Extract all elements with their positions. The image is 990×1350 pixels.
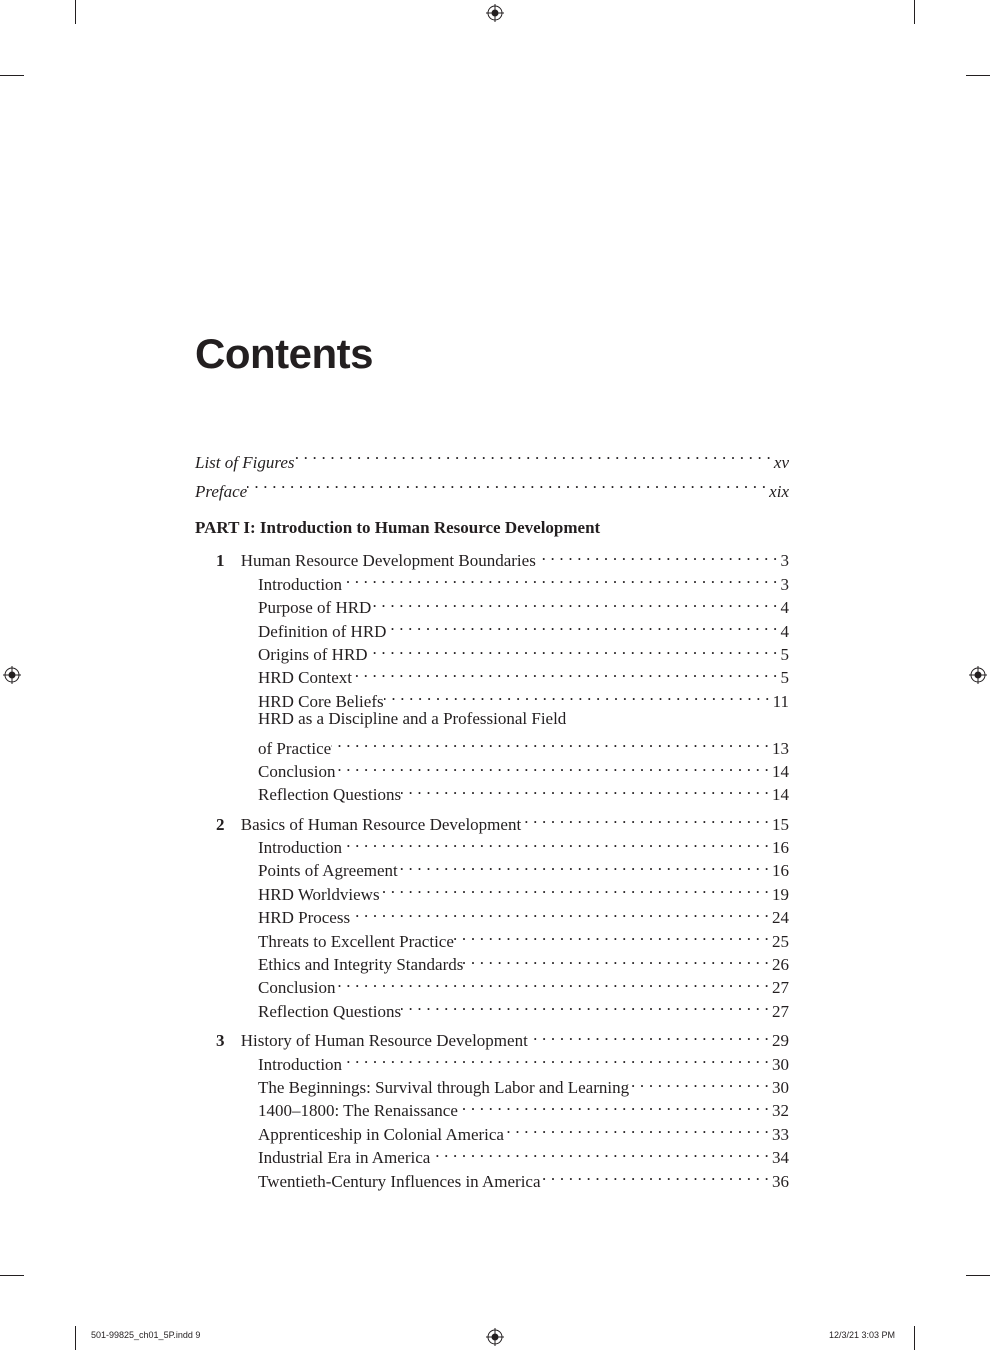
toc-entry-label: Purpose of HRD: [258, 598, 372, 618]
dot-leader: [401, 993, 769, 1016]
toc-chapter-1[interactable]: [195, 543, 789, 571]
toc-entry-label: Conclusion: [258, 761, 336, 781]
toc-entry-page: 14: [772, 761, 789, 781]
toc-entry-page: 14: [772, 785, 789, 805]
chapter-title: Human Resource Development Boundaries: [240, 551, 536, 571]
dot-leader: [335, 970, 769, 993]
toc-section[interactable]: [195, 730, 789, 758]
toc-entry-page: 3: [780, 574, 789, 594]
toc-entry-label: HRD Worldviews: [258, 884, 380, 904]
toc-entry-page: 36: [772, 1171, 789, 1191]
toc-entry-label: Apprenticeship in Colonial America: [258, 1124, 504, 1144]
toc-entry-page: xv: [773, 453, 789, 472]
toc-chapter-3[interactable]: [195, 1023, 789, 1051]
toc-entry-page: 34: [772, 1148, 789, 1168]
slug-file-info: 501-99825_ch01_5P.indd 9: [91, 1330, 201, 1340]
toc-entry-label: Threats to Excellent Practice: [258, 931, 454, 951]
toc-entry-page: 24: [772, 908, 789, 928]
dot-leader: [504, 1116, 769, 1139]
toc-entry-page: 13: [772, 738, 789, 758]
dot-leader: [342, 566, 777, 589]
toc-entry-page: 25: [772, 931, 789, 951]
dot-leader: [629, 1070, 769, 1093]
toc-entry-page: 16: [772, 861, 789, 881]
crop-mark: [0, 1275, 24, 1276]
toc-entry-label: Twentieth-Century Influences in America: [258, 1171, 541, 1191]
registration-mark-icon: [486, 1328, 504, 1346]
dot-leader: [352, 660, 778, 683]
dot-leader: [350, 900, 769, 923]
page-title: Contents: [195, 330, 373, 377]
dot-leader: [401, 777, 769, 800]
toc-entry-label: The Beginnings: Survival through Labor and Learning: [258, 1077, 630, 1097]
registration-mark-icon: [486, 4, 504, 22]
toc-entry-list-of-figures[interactable]: [195, 439, 789, 472]
slug-timestamp: 12/3/21 3:03 PM: [829, 1330, 896, 1340]
toc-entry-page: 30: [772, 1077, 789, 1097]
dot-leader: [521, 806, 769, 829]
toc-entry-label: Introduction: [258, 574, 343, 594]
toc-entry-page: xix: [769, 482, 789, 501]
dot-leader: [536, 543, 778, 566]
toc-entry-page: 29: [772, 1031, 789, 1051]
toc-entry-page: 5: [780, 644, 789, 664]
crop-mark: [914, 1326, 915, 1350]
crop-mark: [0, 75, 24, 76]
part-heading: PART I: Introduction to Human Resource Development: [195, 518, 601, 537]
registration-mark-icon: [969, 666, 987, 684]
dot-leader: [386, 613, 777, 636]
toc-entry-page: 26: [772, 955, 789, 975]
toc-entry-label: HRD Core Beliefs: [258, 691, 384, 711]
registration-mark-icon: [3, 666, 21, 684]
toc-entry-label: Preface: [195, 482, 248, 501]
toc-entry-page: 11: [772, 691, 789, 711]
dot-leader: [295, 439, 771, 468]
chapter-number: 3: [216, 1031, 225, 1051]
toc-entry-page: 5: [780, 668, 789, 688]
crop-mark: [75, 0, 76, 24]
chapter-number: 2: [216, 814, 225, 834]
dot-leader: [368, 637, 778, 660]
dot-leader: [430, 1140, 769, 1163]
dot-leader: [335, 754, 769, 777]
toc-entry-label: List of Figures: [195, 453, 295, 472]
dot-leader: [463, 947, 769, 970]
toc-entry-preface[interactable]: [195, 468, 789, 501]
dot-leader: [541, 1163, 769, 1186]
chapter-group: [195, 543, 789, 805]
crop-mark: [966, 1275, 990, 1276]
toc-chapter-2[interactable]: [195, 806, 789, 834]
toc-entry-label: Conclusion: [258, 978, 336, 998]
toc-entry-page: 16: [772, 838, 789, 858]
dot-leader: [454, 923, 769, 946]
toc-entry-label: Industrial Era in America: [258, 1148, 431, 1168]
dot-leader: [342, 830, 769, 853]
toc-entry-label: HRD Context: [258, 668, 352, 688]
toc-entry-page: 19: [772, 884, 789, 904]
chapter-group: [195, 1023, 789, 1191]
toc-entry-label: Introduction: [258, 838, 343, 858]
toc-entry-page: 32: [772, 1101, 789, 1121]
chapter-title: Basics of Human Resource Development: [240, 814, 522, 834]
dot-leader: [331, 730, 769, 753]
toc-entry-page: 4: [780, 598, 789, 618]
toc-entry-label: 1400–1800: The Renaissance: [258, 1101, 458, 1121]
dot-leader: [371, 590, 777, 613]
dot-leader: [528, 1023, 769, 1046]
toc-entry-label: Reflection Questions: [258, 1001, 402, 1021]
toc-entry-label: Ethics and Integrity Standards: [258, 955, 464, 975]
crop-mark: [914, 0, 915, 24]
chapter-title: History of Human Resource Development: [240, 1031, 528, 1051]
toc-entry-page: 15: [772, 814, 789, 834]
toc-entry-page: 30: [772, 1054, 789, 1074]
chapter-group: [195, 806, 789, 1021]
dot-leader: [247, 468, 766, 497]
toc-entry-page: 33: [772, 1124, 789, 1144]
table-of-contents: [195, 439, 789, 1193]
toc-entry-label: HRD Process: [258, 908, 351, 928]
dot-leader: [384, 683, 770, 706]
toc-entry-page: 27: [772, 1001, 789, 1021]
dot-leader: [380, 876, 769, 899]
toc-entry-label: Definition of HRD: [258, 621, 387, 641]
toc-entry-label: Introduction: [258, 1054, 343, 1074]
toc-entry-label: Points of Agreement: [258, 861, 398, 881]
toc-entry-label: Origins of HRD: [258, 644, 368, 664]
toc-entry-label: Reflection Questions: [258, 785, 402, 805]
toc-entry-page: 4: [780, 621, 789, 641]
toc-entry-page: 3: [780, 551, 789, 571]
toc-entry-page: 27: [772, 978, 789, 998]
dot-leader: [458, 1093, 769, 1116]
chapter-number: 1: [216, 551, 225, 571]
crop-mark: [966, 75, 990, 76]
crop-mark: [75, 1326, 76, 1350]
toc-section-label-line[interactable]: HRD as a Discipline and a Professional Field: [258, 708, 567, 728]
toc-entry-label: of Practice: [258, 738, 332, 758]
dot-leader: [398, 853, 769, 876]
dot-leader: [342, 1046, 769, 1069]
